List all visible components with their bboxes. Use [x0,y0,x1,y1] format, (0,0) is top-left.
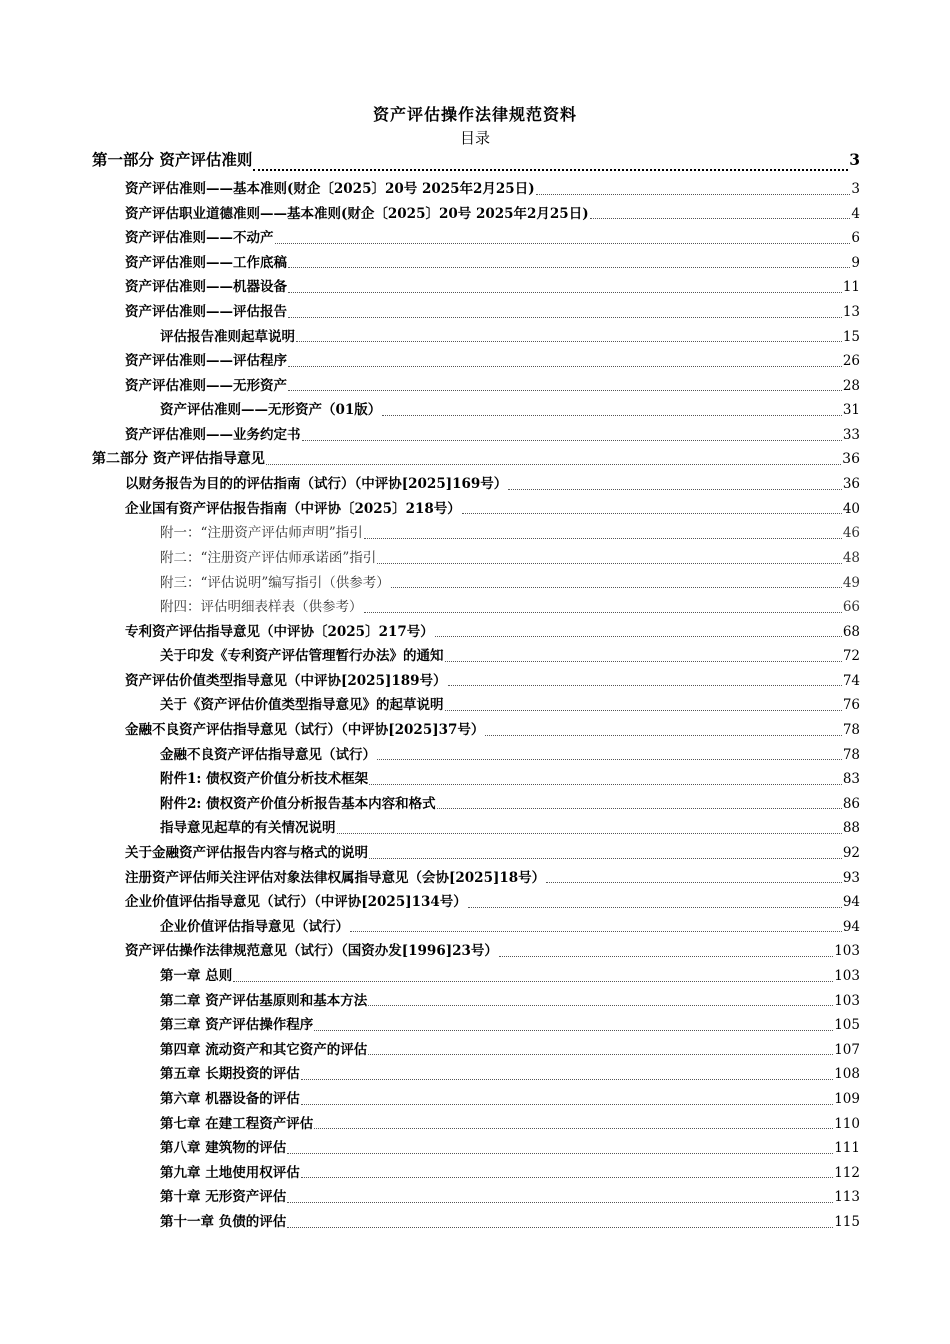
toc-entry-page-number: 94 [842,894,860,911]
toc-entry-page-number: 110 [834,1115,860,1132]
toc-entry-label: 第六章 机器设备的评估 [160,1090,300,1107]
toc-entry-page-number: 93 [842,869,860,886]
toc-entry-label: 第一章 总则 [160,968,233,984]
toc-entry-label: 附件1: 债权资产价值分析技术框架 [160,771,369,788]
toc-entry-label: 专利资产评估指导意见（中评协〔2025〕217号） [125,623,434,640]
toc-entry[interactable] [92,1087,860,1112]
toc-dot-leader [301,1103,834,1105]
toc-dot-leader [275,242,851,244]
toc-entry-label: 第二部分 资产评估指导意见 [92,450,265,467]
toc-entry[interactable] [92,472,860,497]
toc-entry[interactable] [92,448,860,473]
toc-entry-page-number: 11 [842,279,860,296]
toc-dot-leader [448,684,842,686]
toc-entry-label: 资产评估准则——机器设备 [125,279,287,296]
toc-entry-page-number: 40 [842,500,860,517]
toc-dot-leader [314,1029,833,1031]
toc-entry-page-number: 68 [842,623,860,640]
toc-entry-page-number: 3 [849,150,860,169]
toc-entry-page-number: 6 [851,230,860,247]
toc-entry[interactable] [92,546,860,571]
toc-dot-leader [287,1226,833,1228]
toc-entry-label: 评估报告准则起草说明 [160,328,295,345]
toc-entry-page-number: 36 [842,450,860,467]
toc-entry-label: 第五章 长期投资的评估 [160,1066,300,1083]
toc-entry-label: 第九章 土地使用权评估 [160,1164,300,1181]
toc-entry-label: 第二章 资产评估基原则和基本方法 [160,992,368,1009]
toc-entry-page-number: 86 [842,795,860,812]
toc-entry-page-number: 108 [834,1066,860,1083]
toc-dot-leader [350,930,842,932]
toc-entry-page-number: 76 [842,697,860,714]
toc-dot-leader [302,439,842,441]
toc-entry-label: 第三章 资产评估操作程序 [160,1017,314,1034]
toc-entry[interactable] [92,423,860,448]
toc-entry-page-number: 103 [834,943,860,960]
toc-entry-page-number: 83 [842,771,860,788]
toc-entry-page-number: 107 [834,1041,860,1058]
toc-entry-page-number: 31 [842,402,860,419]
toc-dot-leader [287,1152,833,1154]
toc-dot-leader [485,734,841,736]
toc-entry-page-number: 113 [834,1189,860,1206]
toc-entry[interactable] [92,1161,860,1186]
toc-entry-label: 附件2: 债权资产价值分析报告基本内容和格式 [160,795,436,812]
toc-entry[interactable] [92,497,860,522]
toc-dot-leader [590,217,851,219]
toc-entry-label: 第四章 流动资产和其它资产的评估 [160,1041,368,1058]
toc-entry-page-number: 94 [842,918,860,935]
toc-entry-label: 金融不良资产评估指导意见（试行）（中评协[2025]37号） [125,722,485,739]
toc-entry-page-number: 3 [851,181,860,197]
toc-entry[interactable] [92,251,860,276]
toc-entry-page-number: 28 [842,377,860,394]
toc-dot-leader [368,1053,833,1055]
toc-entry-label: 关于《资产评估价值类型指导意见》的起草说明 [160,697,444,714]
toc-dot-leader [377,758,842,760]
toc-entry-page-number: 48 [842,549,860,566]
toc-dot-leader [288,389,842,391]
toc-entry[interactable] [92,964,860,989]
toc-dot-leader [377,562,842,564]
toc-dot-leader [364,611,842,613]
toc-dot-leader [253,168,848,171]
toc-entry-label: 企业价值评估指导意见（试行）（中评协[2025]134号） [125,894,467,911]
toc-entry-page-number: 66 [842,599,860,616]
toc-dot-leader [546,881,842,883]
toc-entry-label: 附一：“注册资产评估师声明”指引 [160,525,363,542]
toc-entry[interactable] [92,669,860,694]
toc-entry[interactable] [92,595,860,620]
toc-entry-page-number: 72 [842,648,860,665]
toc-dot-leader [233,980,833,982]
toc-entry-label: 第七章 在建工程资产评估 [160,1115,314,1132]
toc-entry[interactable] [92,571,860,596]
toc-entry-page-number: 33 [842,426,860,443]
toc-entry[interactable] [92,890,860,915]
toc-dot-leader [288,291,842,293]
toc-entry-page-number: 9 [851,254,860,271]
toc-entry-label: 第十一章 负债的评估 [160,1213,287,1230]
toc-dot-leader [445,660,842,662]
toc-entry-label: 资产评估准则——基本准则(财企〔2025〕20号 2025年2月25日) [125,181,535,197]
toc-dot-leader [288,266,850,268]
toc-entry-label: 企业价值评估指导意见（试行） [160,918,349,935]
toc-dot-leader [499,955,833,957]
toc-entry[interactable] [92,792,860,817]
toc-entry-label: 第八章 建筑物的评估 [160,1140,287,1157]
toc-entry[interactable] [92,620,860,645]
toc-heading: 目录 [459,129,490,147]
toc-entry[interactable] [92,816,860,841]
toc-entry-label: 指导意见起草的有关情况说明 [160,820,336,837]
toc-entry-page-number: 92 [842,845,860,862]
toc-entry[interactable] [92,148,860,177]
document-title: 资产评估操作法律规范资料 [372,105,577,124]
toc-entry[interactable] [92,325,860,350]
toc-entry[interactable] [92,1185,860,1210]
toc-entry-page-number: 115 [834,1213,860,1230]
toc-dot-leader [435,635,842,637]
toc-entry-page-number: 88 [842,820,860,837]
toc-entry-label: 第一部分 资产评估准则 [92,150,253,169]
toc-dot-leader [364,537,842,539]
toc-entry[interactable] [92,915,860,940]
toc-dot-leader [382,414,842,416]
toc-dot-leader [508,488,842,490]
toc-entry-label: 资产评估准则——无形资产 [125,377,287,394]
toc-entry-page-number: 78 [842,746,860,763]
toc-entry[interactable] [92,644,860,669]
toc-entry-page-number: 78 [842,722,860,739]
toc-entry[interactable] [92,300,860,325]
toc-dot-leader [462,512,842,514]
toc-entry-label: 资产评估准则——不动产 [125,230,274,247]
toc-entry-label: 第十章 无形资产评估 [160,1189,287,1206]
toc-dot-leader [266,463,841,465]
toc-entry-label: 资产评估价值类型指导意见（中评协[2025]189号） [125,672,447,689]
toc-entry[interactable] [92,521,860,546]
toc-entry[interactable] [92,767,860,792]
toc-dot-leader [288,365,842,367]
toc-entry-page-number: 13 [842,303,860,320]
toc-entry[interactable] [92,202,860,227]
toc-dot-leader [296,340,842,342]
toc-entry[interactable] [92,275,860,300]
toc-entry-page-number: 4 [851,205,860,222]
toc-entry-label: 资产评估操作法律规范意见（试行）（国资办发[1996]23号） [125,943,498,960]
toc-dot-leader [288,316,842,318]
toc-entry-page-number: 109 [834,1090,860,1107]
toc-entry[interactable] [92,1062,860,1087]
toc-entry-page-number: 111 [834,1140,860,1157]
toc-entry-label: 附四：评估明细表样表（供参考） [160,599,363,616]
toc-entry-label: 注册资产评估师关注评估对象法律权属指导意见（会协[2025]18号） [125,869,546,886]
toc-entry[interactable] [92,989,860,1014]
toc-entry[interactable] [92,349,860,374]
toc-entry-page-number: 49 [842,574,860,591]
toc-entry[interactable] [92,841,860,866]
toc-entry[interactable] [92,718,860,743]
toc-entry-label: 金融不良资产评估指导意见（试行） [160,746,376,763]
toc-dot-leader [536,193,851,195]
toc-entry[interactable] [92,226,860,251]
toc-entry-label: 企业国有资产评估报告指南（中评协〔2025〕218号） [125,500,461,517]
toc-dot-leader [368,1004,833,1006]
toc-entry-page-number: 103 [834,992,860,1009]
toc-entry[interactable] [92,1038,860,1063]
toc-entry-label: 资产评估准则——业务约定书 [125,426,301,443]
toc-entry-page-number: 105 [834,1017,860,1034]
toc-entry-page-number: 26 [842,353,860,370]
toc-entry-label: 资产评估准则——无形资产（01版） [160,402,382,419]
toc-entry[interactable] [92,374,860,399]
toc-entry-page-number: 15 [842,328,860,345]
table-of-contents [92,148,860,1235]
toc-entry-page-number: 112 [834,1164,860,1181]
toc-dot-leader [287,1201,833,1203]
toc-dot-leader [301,1176,834,1178]
toc-dot-leader [391,586,842,588]
toc-entry-page-number: 74 [842,672,860,689]
toc-entry-label: 资产评估准则——评估报告 [125,303,287,320]
toc-dot-leader [468,906,842,908]
toc-dot-leader [314,1127,833,1129]
toc-entry[interactable] [92,1210,860,1235]
toc-dot-leader [337,832,842,834]
toc-entry-label: 资产评估职业道德准则——基本准则(财企〔2025〕20号 2025年2月25日) [125,205,589,222]
toc-entry-label: 资产评估准则——工作底稿 [125,254,287,271]
toc-entry[interactable] [92,1112,860,1137]
toc-entry-label: 关于金融资产评估报告内容与格式的说明 [125,845,368,862]
toc-entry-label: 关于印发《专利资产评估管理暂行办法》的通知 [160,648,444,665]
toc-entry-label: 附三：“评估说明”编写指引（供参考） [160,574,390,591]
toc-dot-leader [301,1078,834,1080]
toc-entry[interactable] [92,1136,860,1161]
toc-entry-label: 附二：“注册资产评估师承诺函”指引 [160,549,377,566]
toc-entry[interactable] [92,1013,860,1038]
toc-dot-leader [369,783,842,785]
toc-entry-label: 资产评估准则——评估程序 [125,353,287,370]
toc-entry-page-number: 46 [842,525,860,542]
toc-entry[interactable] [92,939,860,964]
toc-entry[interactable] [92,177,860,202]
toc-entry[interactable] [92,743,860,768]
toc-entry[interactable] [92,398,860,423]
toc-entry[interactable] [92,693,860,718]
toc-entry-label: 以财务报告为目的的评估指南（试行）（中评协[2025]169号） [125,476,508,493]
toc-dot-leader [445,709,842,711]
toc-entry-page-number: 103 [834,968,860,984]
toc-dot-leader [437,807,842,809]
toc-entry[interactable] [92,866,860,891]
toc-dot-leader [369,857,842,859]
toc-entry-page-number: 36 [842,476,860,493]
